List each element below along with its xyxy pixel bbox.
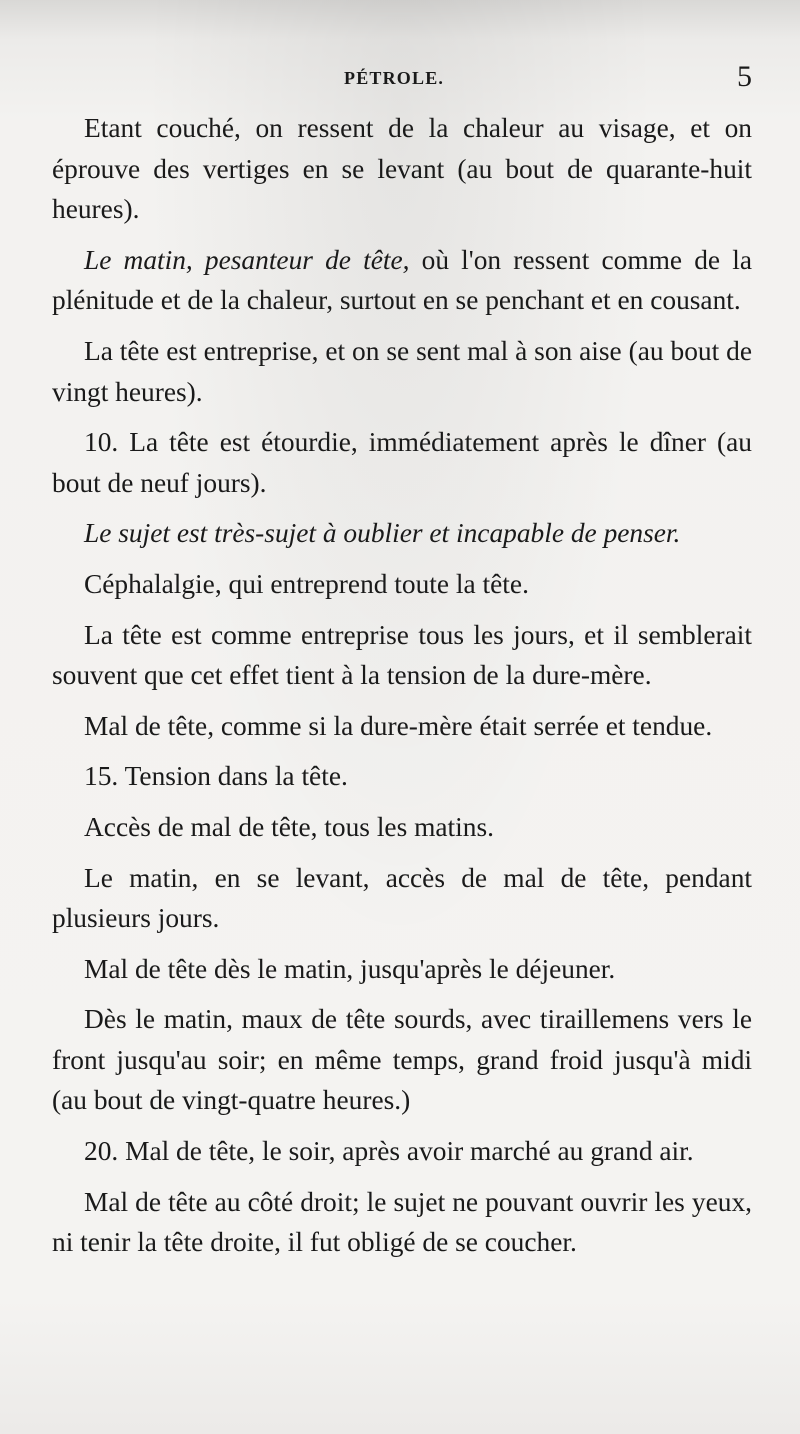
paragraph: 15. Tension dans la tête. <box>84 761 348 792</box>
paragraph: La tête est entreprise, et on se sent mal à son aise (au bout de vingt heures). <box>52 335 752 407</box>
page-header <box>0 58 800 98</box>
paragraph: Accès de mal de tête, tous les matins. <box>84 811 494 842</box>
paragraph: Céphalalgie, qui entreprend toute la tête. <box>84 568 529 599</box>
running-title: PÉTROLE. <box>344 68 445 88</box>
italic-lead: Le matin, pesanteur de tête, <box>84 244 410 275</box>
paragraph-rest: où l'on ressent comme de la plénitude et de la chaleur, surtout en se penchant et en cousant. <box>52 244 752 316</box>
paragraph: Le matin, en se levant, accès de mal de tête, pendant plusieurs jours. <box>52 862 752 934</box>
paragraph: 10. La tête est étourdie, immédiatement après le dîner (au bout de neuf jours). <box>52 427 752 498</box>
paragraph: 20. Mal de tête, le soir, après avoir marché au grand air. <box>84 1136 694 1167</box>
paragraph: La tête est comme entreprise tous les jours, et il semblerait souvent que cet effet tient à la tension de la dure-mère. <box>52 619 752 691</box>
paragraph: Mal de tête dès le matin, jusqu'après le déjeuner. <box>84 953 616 984</box>
page-number: 5 <box>737 60 752 93</box>
paragraph: Dès le matin, maux de tête sourds, avec tiraillemens vers le front jusqu'au soir; en même temps, grand froid jusqu'à midi (au bout de vingt-quatre heures.) <box>52 1004 752 1116</box>
paragraph: Etant couché, on ressent de la chaleur au visage, et on éprouve des vertiges en se levant (au bout de quarante-huit heures). <box>52 113 752 225</box>
paragraph: Mal de tête, comme si la dure-mère était serrée et tendue. <box>84 710 713 741</box>
body-text <box>52 108 752 1273</box>
paragraph <box>52 240 752 321</box>
paragraph: Mal de tête au côté droit; le sujet ne pouvant ouvrir les yeux, ni tenir la tête droite, il fut obligé de se coucher. <box>52 1186 752 1258</box>
paragraph: Le sujet est très-sujet à oublier et incapable de penser. <box>84 518 681 549</box>
